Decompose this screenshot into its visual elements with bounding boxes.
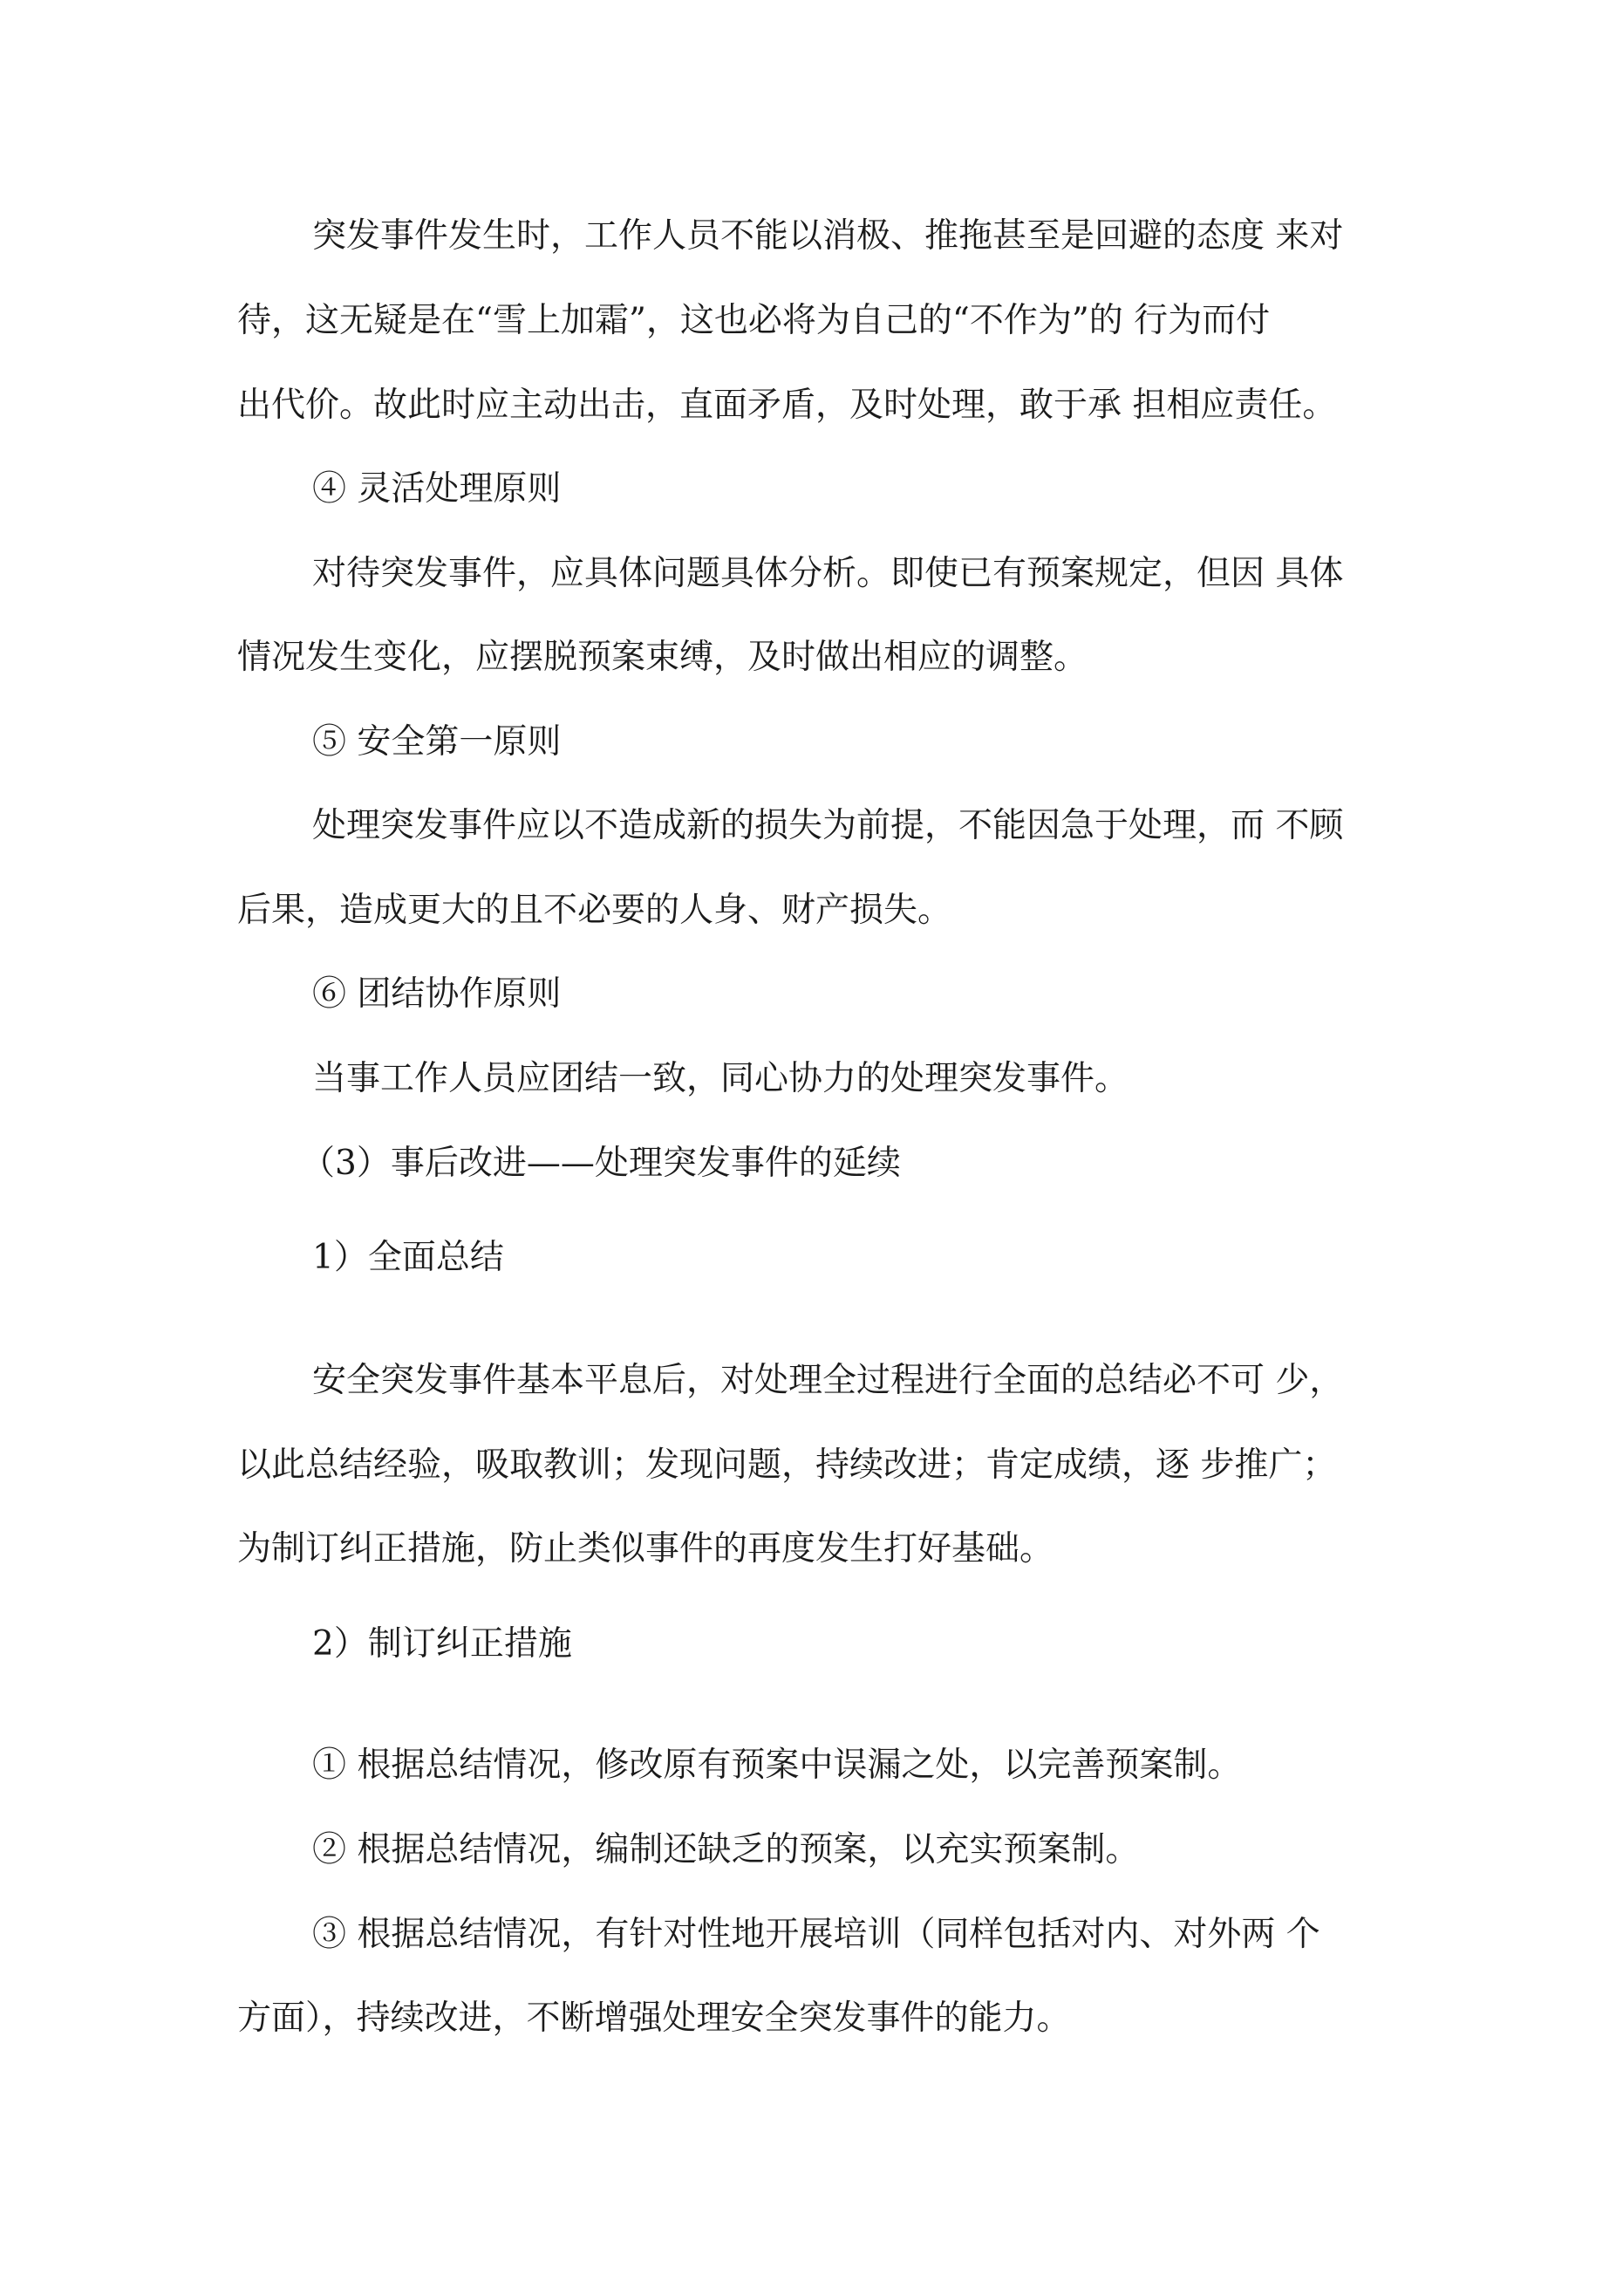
section-heading-after-improvement: （3）事后改进——处理突发事件的延续 — [301, 1144, 901, 1183]
list-item-3: ③ 根据总结情况，有针对性地开展培训（同样包括对内、对外两 个 — [312, 1915, 1320, 1954]
paragraph-line-16: 为制订纠正措施，防止类似事件的再度发生打好基础。 — [237, 1529, 1054, 1568]
list-item-2: ② 根据总结情况，编制还缺乏的预案，以充实预案制。 — [312, 1830, 1140, 1869]
paragraph-line-15: 以此总结经验，吸取教训；发现问题，持续改进；肯定成绩，逐 步推广； — [237, 1445, 1337, 1485]
paragraph-line-5: 对待突发事件，应具体问题具体分析。即使已有预案规定，但因 具体 — [312, 554, 1344, 593]
heading-flexible-principle: ④ 灵活处理原则 — [312, 469, 562, 509]
paragraph-line-14: 安全突发事件基本平息后，对处理全过程进行全面的总结必不可 少， — [312, 1361, 1344, 1400]
paragraph-line-6: 情况发生变化，应摆脱预案束缚，及时做出相应的调整。 — [237, 638, 1088, 677]
subheading-summary: 1）全面总结 — [312, 1238, 504, 1277]
subheading-corrective-measures: 2）制订纠正措施 — [312, 1624, 572, 1664]
paragraph-line-2: 待，这无疑是在“雪上加霜”，这也必将为自己的“不作为”的 行为而付 — [237, 301, 1271, 340]
paragraph-line-8: 处理突发事件应以不造成新的损失为前提，不能因急于处理，而 不顾 — [312, 806, 1344, 845]
paragraph-line-9: 后果，造成更大的且不必要的人身、财产损失。 — [237, 891, 952, 930]
heading-safety-first-principle: ⑤ 安全第一原则 — [312, 722, 562, 762]
heading-teamwork-principle: ⑥ 团结协作原则 — [312, 974, 562, 1014]
paragraph-line-3: 出代价。故此时应主动出击，直面矛盾，及时处理，敢于承 担相应责任。 — [237, 386, 1337, 425]
paragraph-line-1: 突发事件发生时，工作人员不能以消极、推拖甚至是回避的态度 来对 — [312, 216, 1344, 256]
list-item-1: ① 根据总结情况，修改原有预案中误漏之处，以完善预案制。 — [312, 1746, 1242, 1785]
paragraph-line-21: 方面），持续改进，不断增强处理安全突发事件的能力。 — [237, 1999, 1071, 2038]
paragraph-line-11: 当事工作人员应团结一致，同心协力的处理突发事件。 — [312, 1059, 1129, 1098]
